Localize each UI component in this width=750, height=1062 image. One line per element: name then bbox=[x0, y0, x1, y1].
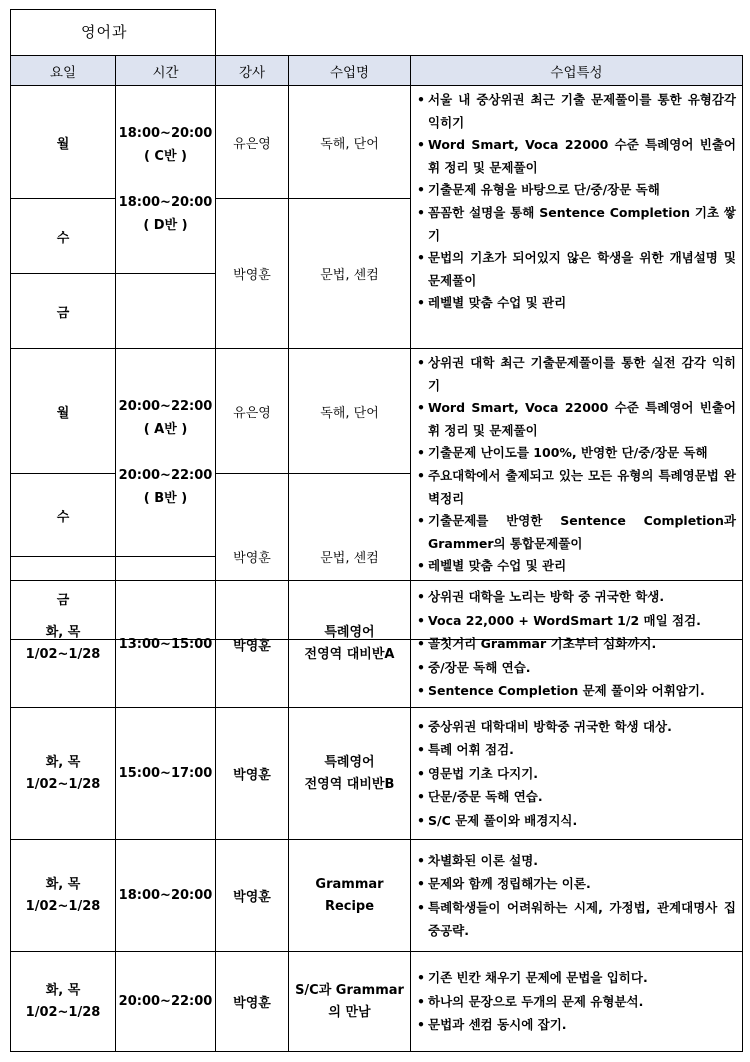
list-item: • 기존 빈칸 채우기 문제에 문법을 입히다. bbox=[417, 966, 736, 989]
teacher-cell: 박영훈 bbox=[216, 474, 289, 640]
date-range: 1/02~1/28 bbox=[25, 776, 101, 792]
table-row bbox=[11, 86, 743, 199]
time-cell: 13:00~15:00 bbox=[116, 581, 216, 708]
list-item: • 하나의 문장으로 두개의 문제 유형분석. bbox=[417, 990, 736, 1013]
course-name-line2: 전영역 대비반A bbox=[304, 647, 395, 662]
features-list bbox=[417, 585, 736, 702]
features-cell bbox=[411, 708, 743, 840]
day-cell bbox=[11, 840, 116, 952]
features-cell bbox=[411, 840, 743, 952]
course-cell: 문법, 센컴 bbox=[289, 199, 411, 349]
header-row bbox=[11, 56, 743, 86]
list-item: • 특례학생들이 어려워하는 시제, 가정법, 관계대명사 집중공략. bbox=[417, 896, 736, 943]
list-item: • 문법의 기초가 되어있지 않은 학생을 위한 개념설명 및 문제풀이 bbox=[417, 247, 736, 292]
list-item: • 기출문제 난이도를 100%, 반영한 단/중/장문 독해 bbox=[417, 442, 736, 465]
course-name-line1: 특례영어 bbox=[324, 754, 375, 770]
time-range: 18:00~20:00 bbox=[118, 195, 213, 210]
course-cell: 문법, 센컴 bbox=[289, 474, 411, 640]
list-item: • 레벨별 맞춤 수업 및 관리 bbox=[417, 555, 736, 578]
list-item: • Word Smart, Voca 22000 수준 특례영어 빈출어휘 정리 및 문제풀이 bbox=[417, 397, 736, 442]
features-cell bbox=[411, 952, 743, 1052]
list-item: • 중상위권 대학대비 방학중 귀국한 학생 대상. bbox=[417, 715, 736, 738]
teacher-cell: 박영훈 bbox=[216, 199, 289, 349]
day-cell bbox=[11, 581, 116, 708]
teacher-cell: 박영훈 bbox=[216, 708, 289, 840]
date-range: 1/02~1/28 bbox=[25, 1004, 101, 1020]
course-cell bbox=[289, 708, 411, 840]
class-label: ( A반 ) bbox=[143, 422, 188, 437]
teacher-cell: 박영훈 bbox=[216, 581, 289, 708]
list-item: • 문법과 센컴 동시에 잡기. bbox=[417, 1013, 736, 1036]
table-row bbox=[11, 952, 743, 1052]
list-item: • 골칫거리 Grammar 기초부터 심화까지. bbox=[417, 632, 736, 655]
day-cell: 금 bbox=[11, 274, 116, 349]
header-features: 수업특성 bbox=[411, 56, 743, 86]
day-cell bbox=[11, 952, 116, 1052]
date-range: 1/02~1/28 bbox=[25, 898, 101, 914]
time-range: 18:00~20:00 bbox=[118, 126, 213, 141]
list-item: • 레벨별 맞춤 수업 및 관리 bbox=[417, 292, 736, 315]
features-list bbox=[417, 715, 736, 832]
table-row bbox=[11, 708, 743, 840]
table-row bbox=[11, 581, 743, 708]
day-label: 화, 목 bbox=[45, 876, 81, 892]
course-name-line1: 특례영어 bbox=[324, 625, 375, 640]
time-cell bbox=[116, 349, 216, 557]
class-label: ( D반 ) bbox=[143, 218, 188, 233]
features-list bbox=[417, 89, 736, 315]
list-item: • 기출문제 유형을 바탕으로 단/중/장문 독해 bbox=[417, 179, 736, 202]
list-item: • 꼼꼼한 설명을 통해 Sentence Completion 기초 쌓기 bbox=[417, 202, 736, 247]
header-time: 시간 bbox=[116, 56, 216, 86]
time-cell: 20:00~22:00 bbox=[116, 952, 216, 1052]
class-label: ( C반 ) bbox=[143, 149, 188, 164]
time-cell: 18:00~20:00 bbox=[116, 840, 216, 952]
list-item: • 차별화된 이론 설명. bbox=[417, 849, 736, 872]
day-cell: 월 bbox=[11, 349, 116, 474]
day-label: 화, 목 bbox=[45, 625, 81, 640]
teacher-cell: 박영훈 bbox=[216, 840, 289, 952]
list-item: • 기출문제를 반영한 Sentence Completion과 Grammer의 통합문제풀이 bbox=[417, 510, 736, 555]
course-cell bbox=[289, 952, 411, 1052]
list-item: • 상위권 대학을 노리는 방학 중 귀국한 학생. bbox=[417, 585, 736, 608]
list-item: • 서울 내 중상위권 최근 기출 문제풀이를 통한 유형감각 익히기 bbox=[417, 89, 736, 134]
table-row bbox=[11, 349, 743, 474]
day-cell: 금 bbox=[11, 557, 116, 640]
list-item: • S/C 문제 풀이와 배경지식. bbox=[417, 809, 736, 832]
time-range: 20:00~22:00 bbox=[118, 468, 213, 483]
features-list bbox=[417, 849, 736, 943]
header-day: 요일 bbox=[11, 56, 116, 86]
day-label: 화, 목 bbox=[45, 982, 81, 998]
day-cell bbox=[11, 708, 116, 840]
list-item: • Sentence Completion 문제 풀이와 어휘암기. bbox=[417, 679, 736, 702]
list-item: • Voca 22,000 + WordSmart 1/2 매일 점검. bbox=[417, 609, 736, 632]
course-cell bbox=[289, 581, 411, 708]
department-title: 영어과 bbox=[10, 9, 216, 55]
teacher-cell: 박영훈 bbox=[216, 952, 289, 1052]
day-cell: 수 bbox=[11, 474, 116, 557]
course-name-line2: Recipe bbox=[324, 898, 375, 914]
regular-schedule-table bbox=[10, 55, 743, 640]
time-cell: 15:00~17:00 bbox=[116, 708, 216, 840]
course-name-line1: Grammar bbox=[315, 876, 384, 892]
course-name-line2: 의 만남 bbox=[328, 1004, 371, 1020]
features-cell bbox=[411, 86, 743, 349]
features-list bbox=[417, 352, 736, 578]
teacher-cell: 유은영 bbox=[216, 349, 289, 474]
list-item: • 영문법 기초 다지기. bbox=[417, 762, 736, 785]
date-range: 1/02~1/28 bbox=[25, 647, 101, 662]
time-range: 20:00~22:00 bbox=[118, 399, 213, 414]
list-item: • 중/장문 독해 연습. bbox=[417, 656, 736, 679]
course-cell: 독해, 단어 bbox=[289, 86, 411, 199]
list-item: • 문제와 함께 정립해가는 이론. bbox=[417, 872, 736, 895]
teacher-cell: 유은영 bbox=[216, 86, 289, 199]
header-class: 수업명 bbox=[289, 56, 411, 86]
list-item: • Word Smart, Voca 22000 수준 특례영어 빈출어휘 정리 및 문제풀이 bbox=[417, 134, 736, 179]
course-cell: 독해, 단어 bbox=[289, 349, 411, 474]
course-name-line1: S/C과 Grammar bbox=[295, 982, 404, 998]
day-label: 화, 목 bbox=[45, 754, 81, 770]
list-item: • 주요대학에서 출제되고 있는 모든 유형의 특례영문법 완벽정리 bbox=[417, 465, 736, 510]
course-cell bbox=[289, 840, 411, 952]
header-teacher: 강사 bbox=[216, 56, 289, 86]
day-cell: 월 bbox=[11, 86, 116, 199]
features-list bbox=[417, 966, 736, 1036]
list-item: • 특례 어휘 점검. bbox=[417, 738, 736, 761]
list-item: • 단문/중문 독해 연습. bbox=[417, 785, 736, 808]
features-cell bbox=[411, 581, 743, 708]
list-item: • 상위권 대학 최근 기출문제풀이를 통한 실전 감각 익히기 bbox=[417, 352, 736, 397]
class-label: ( B반 ) bbox=[143, 491, 188, 506]
course-name-line2: 전영역 대비반B bbox=[304, 776, 395, 792]
table-row bbox=[11, 840, 743, 952]
winter-schedule-table bbox=[10, 580, 743, 1052]
day-cell: 수 bbox=[11, 199, 116, 274]
time-cell bbox=[116, 86, 216, 274]
